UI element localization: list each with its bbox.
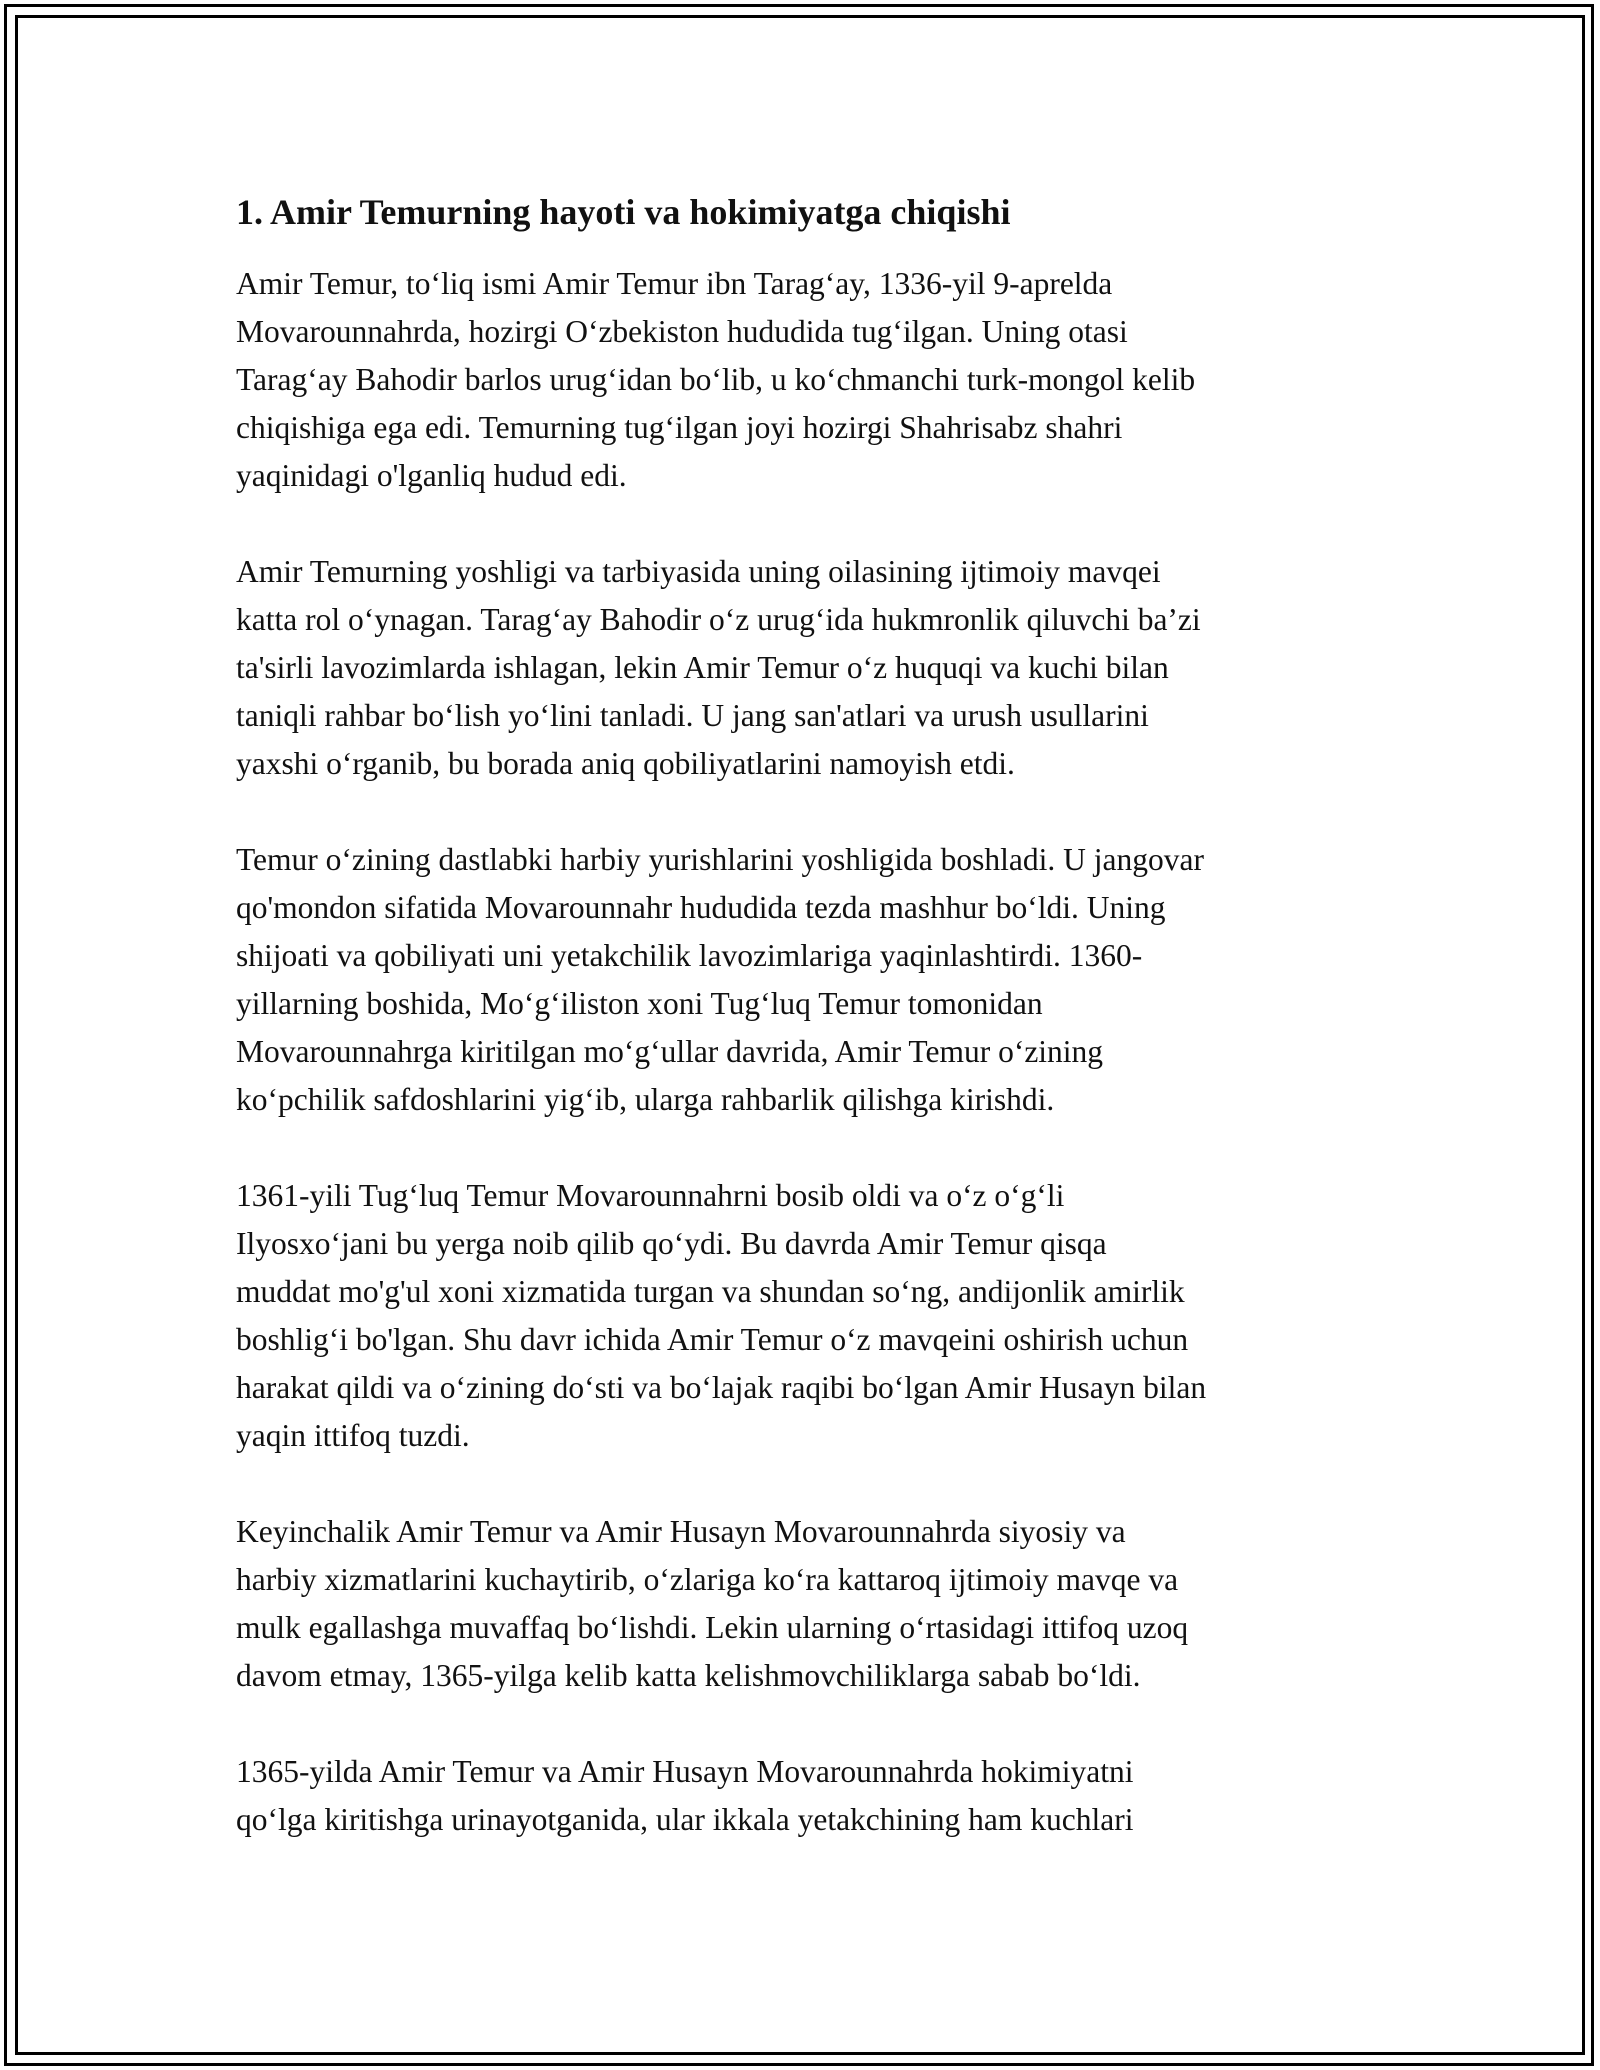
paragraph-1: Amir Temur, to‘liq ismi Amir Temur ibn Tarag‘ay, 1336-yil 9-aprelda Movarounnahrda, hozirgi O‘zbekiston hududida tug‘ilgan. Uning otasi Tarag‘ay Bahodir barlos urug‘idan bo‘lib, u ko‘chmanchi turk-mongol kelib chiqishiga ega edi. Temurning tug‘ilgan joyi hozirgi Shahrisabz shahri yaqinidagi o'lganliq hudud edi.: [236, 266, 1196, 493]
paragraph-3: Temur o‘zining dastlabki harbiy yurishlarini yoshligida boshladi. U jangovar qo'mondon sifatida Movarounnahr hududida tezda mashhur bo‘ldi. Uning shijoati va qobiliyati uni yetakchilik lavozimlariga yaqinlashtirdi. 1360- yillarning boshida, Mo‘g‘iliston xoni Tug‘luq Temur tomonidan Movarounnahrga kiritilgan mo‘g‘ullar davrida, Amir Temur o‘zining ko‘pchilik safdoshlarini yig‘ib, ularga rahbarlik qilishga kirishdi.: [236, 842, 1204, 1117]
paragraph-4: 1361-yili Tug‘luq Temur Movarounnahrni bosib oldi va o‘z o‘g‘li Ilyosxo‘jani bu yerga noib qilib qo‘ydi. Bu davrda Amir Temur qisqa muddat mo'g'ul xoni xizmatida turgan va shundan so‘ng, andijonlik amirlik boshlig‘i bo'lgan. Shu davr ichida Amir Temur o‘z mavqeini oshirish uchun harakat qildi va o‘zining do‘sti va bo‘lajak raqibi bo‘lgan Amir Husayn bilan yaqin ittifoq tuzdi.: [236, 1178, 1207, 1453]
paragraph-6: 1365-yilda Amir Temur va Amir Husayn Movarounnahrda hokimiyatni qo‘lga kiritishga urinayotganida, ular ikkala yetakchining ham kuchlari: [236, 1754, 1134, 1837]
paragraph-2: Amir Temurning yoshligi va tarbiyasida uning oilasining ijtimoiy mavqei katta rol o‘ynagan. Tarag‘ay Bahodir o‘z urug‘ida hukmronlik qiluvchi ba’zi ta'sirli lavozimlarda ishlagan, lekin Amir Temur o‘z huquqi va kuchi bilan taniqli rahbar bo‘lish yo‘lini tanladi. U jang san'atlari va urush usullarini yaxshi o‘rganib, bu borada aniq qobiliyatlarini namoyish etdi.: [236, 554, 1201, 781]
section-heading: 1. Amir Temurning hayoti va hokimiyatga chiqishi: [236, 192, 1011, 232]
document-body: [236, 190, 1386, 1892]
paragraph-5: Keyinchalik Amir Temur va Amir Husayn Movarounnahrda siyosiy va harbiy xizmatlarini kuchaytirib, o‘zlariga ko‘ra kattaroq ijtimoiy mavqe va mulk egallashga muvaffaq bo‘lishdi. Lekin ularning o‘rtasidagi ittifoq uzoq davom etmay, 1365-yilga kelib katta kelishmovchiliklarga sabab bo‘ldi.: [236, 1514, 1189, 1693]
